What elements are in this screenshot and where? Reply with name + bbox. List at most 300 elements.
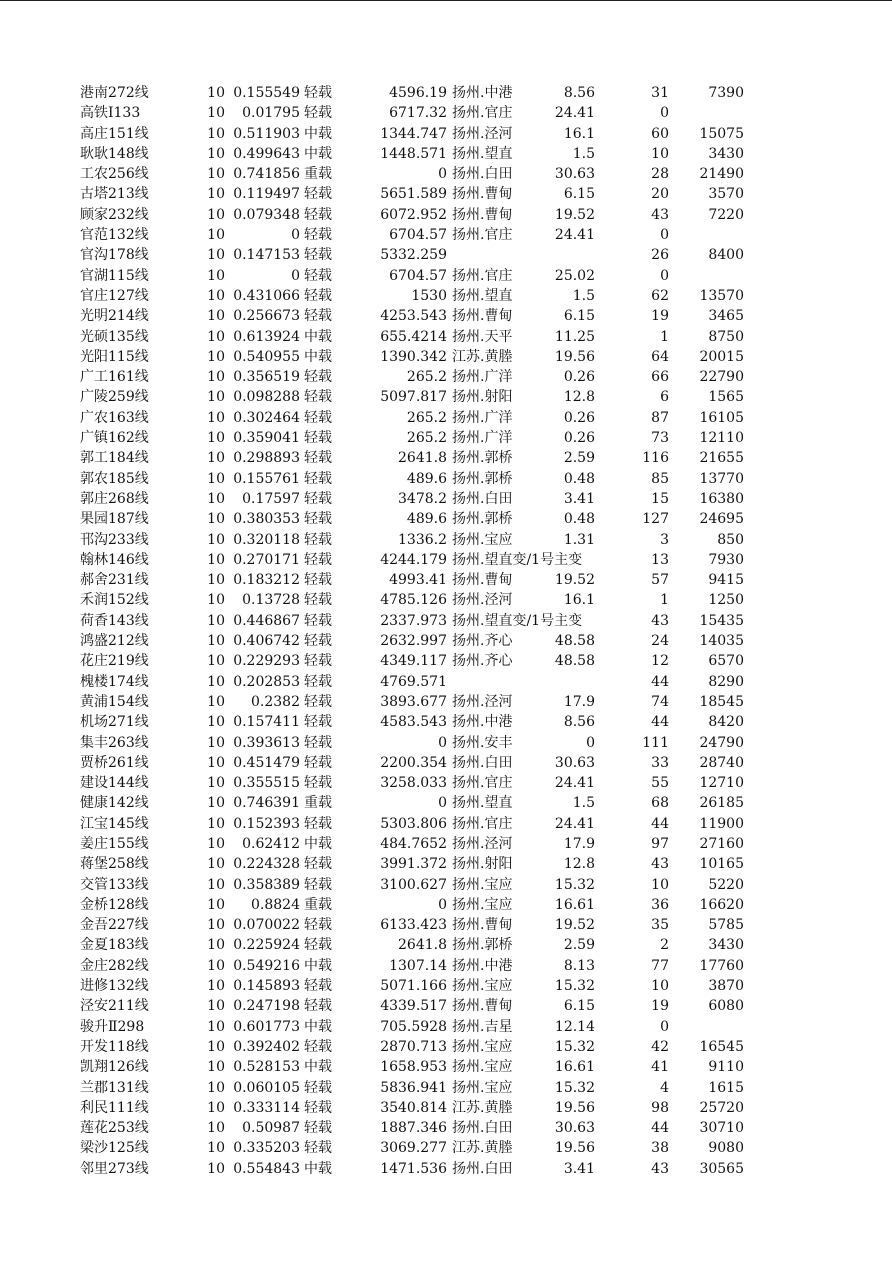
- table-row: [0, 996, 892, 1016]
- substation-cell: 扬州.郭桥: [452, 450, 513, 467]
- table-row: [0, 1098, 892, 1118]
- load-rate-cell: 0.554843: [233, 1160, 300, 1177]
- capacity-cell: 25720: [699, 1099, 744, 1116]
- length-cell: 6072.952: [380, 206, 447, 223]
- length-cell: 1471.536: [380, 1160, 447, 1177]
- line-name-cell: 兰郡131线: [80, 1079, 149, 1096]
- capacity-cell: 8290: [708, 673, 744, 690]
- length-cell: 6133.423: [380, 917, 447, 934]
- table-row: [0, 1057, 892, 1077]
- substation-cell: 扬州.官庄: [452, 267, 513, 284]
- load-rate-cell: 0.2382: [251, 693, 300, 710]
- substation-cell: 扬州.曹甸: [452, 206, 513, 223]
- voltage-cell: 10: [207, 105, 225, 122]
- load-rate-cell: 0.355515: [233, 775, 300, 792]
- substation-cell: 扬州.望直: [452, 795, 513, 812]
- voltage-cell: 10: [207, 1140, 225, 1157]
- substation-cell: 扬州.曹甸: [452, 308, 513, 325]
- table-row: [0, 834, 892, 854]
- table-row: [0, 915, 892, 935]
- distance-cell: 25.02: [554, 267, 595, 284]
- capacity-cell: 6570: [708, 653, 744, 670]
- length-cell: 4583.543: [380, 714, 447, 731]
- line-name-cell: 高铁Ⅰ133: [80, 105, 141, 122]
- table-row: [0, 550, 892, 570]
- capacity-cell: 16380: [699, 490, 744, 507]
- load-status-cell: 中载: [304, 1059, 332, 1076]
- distance-cell: 16.61: [554, 1059, 595, 1076]
- distance-cell: 16.61: [554, 896, 595, 913]
- load-rate-cell: 0.511903: [233, 125, 300, 142]
- load-rate-cell: 0.01795: [242, 105, 300, 122]
- substation-cell: 扬州.齐心: [452, 633, 513, 650]
- load-status-cell: 轻载: [304, 937, 332, 954]
- substation-cell: 扬州.射阳: [452, 856, 513, 873]
- capacity-cell: 16105: [699, 409, 744, 426]
- table-row: [0, 976, 892, 996]
- line-name-cell: 健康142线: [80, 795, 149, 812]
- count-cell: 66: [651, 369, 669, 386]
- substation-cell: 扬州.宝应: [452, 876, 513, 893]
- distance-cell: 17.9: [563, 693, 595, 710]
- line-name-cell: 光硕135线: [80, 328, 149, 345]
- load-rate-cell: 0.147153: [233, 247, 300, 264]
- voltage-cell: 10: [207, 835, 225, 852]
- capacity-cell: 10165: [699, 856, 744, 873]
- table-row: [0, 1078, 892, 1098]
- count-cell: 87: [651, 409, 669, 426]
- length-cell: 2641.8: [398, 937, 447, 954]
- line-name-cell: 集丰263线: [80, 734, 149, 751]
- length-cell: 6704.57: [389, 267, 447, 284]
- load-status-cell: 轻载: [304, 308, 332, 325]
- table-row: [0, 266, 892, 286]
- table-row: [0, 935, 892, 955]
- load-rate-cell: 0.499643: [233, 145, 300, 162]
- distance-cell: 6.15: [563, 186, 595, 203]
- load-rate-cell: 0.155549: [233, 85, 300, 101]
- substation-cell: 扬州.泾河: [452, 125, 513, 142]
- distance-cell: 19.56: [554, 1140, 595, 1157]
- distance-cell: 2.59: [563, 450, 595, 467]
- load-rate-cell: 0.356519: [233, 369, 300, 386]
- load-rate-cell: 0.528153: [233, 1059, 300, 1076]
- distance-cell: 8.56: [563, 714, 595, 731]
- load-status-cell: 轻载: [304, 754, 332, 771]
- length-cell: 4769.571: [380, 673, 447, 690]
- table-row: [0, 1138, 892, 1158]
- distance-cell: 17.9: [563, 835, 595, 852]
- count-cell: 3: [660, 531, 669, 548]
- count-cell: 19: [651, 308, 669, 325]
- capacity-cell: 6080: [708, 998, 744, 1015]
- load-rate-cell: 0.359041: [233, 430, 300, 447]
- load-status-cell: 轻载: [304, 1099, 332, 1116]
- distance-cell: 12.14: [554, 1018, 595, 1035]
- line-name-cell: 耿耿148线: [80, 145, 149, 162]
- capacity-cell: 30710: [699, 1120, 744, 1137]
- line-name-cell: 凯翔126线: [80, 1059, 149, 1076]
- load-rate-cell: 0.333114: [233, 1099, 300, 1116]
- load-rate-cell: 0.392402: [233, 1038, 300, 1055]
- table-row: [0, 692, 892, 712]
- count-cell: 24: [651, 633, 669, 650]
- capacity-cell: 1565: [708, 389, 744, 406]
- length-cell: 3069.277: [380, 1140, 447, 1157]
- load-status-cell: 轻载: [304, 917, 332, 934]
- load-rate-cell: 0.079348: [233, 206, 300, 223]
- distance-cell: 24.41: [554, 775, 595, 792]
- load-rate-cell: 0.119497: [233, 186, 300, 203]
- capacity-cell: 24790: [699, 734, 744, 751]
- count-cell: 85: [651, 470, 669, 487]
- substation-cell: 江苏.黄塍: [452, 348, 513, 365]
- load-status-cell: 轻载: [304, 369, 332, 386]
- distance-cell: 0.26: [563, 369, 595, 386]
- substation-cell: 扬州.郭桥: [452, 937, 513, 954]
- voltage-cell: 10: [207, 896, 225, 913]
- load-rate-cell: 0.741856: [233, 166, 300, 183]
- distance-cell: 8.56: [563, 85, 595, 101]
- length-cell: 4244.179: [380, 551, 447, 568]
- count-cell: 55: [651, 775, 669, 792]
- length-cell: 4339.517: [380, 998, 447, 1015]
- load-rate-cell: 0.183212: [233, 572, 300, 589]
- load-rate-cell: 0.451479: [233, 754, 300, 771]
- load-status-cell: 轻载: [304, 430, 332, 447]
- load-status-cell: 中载: [304, 1018, 332, 1035]
- line-name-cell: 花庄219线: [80, 653, 149, 670]
- length-cell: 2337.973: [380, 612, 447, 629]
- load-status-cell: 轻载: [304, 978, 332, 995]
- table-row: [0, 570, 892, 590]
- voltage-cell: 10: [207, 714, 225, 731]
- length-cell: 5836.941: [380, 1079, 447, 1096]
- load-rate-cell: 0.270171: [233, 551, 300, 568]
- line-name-cell: 港南272线: [80, 85, 149, 101]
- count-cell: 15: [651, 490, 669, 507]
- count-cell: 19: [651, 998, 669, 1015]
- capacity-cell: 17760: [699, 957, 744, 974]
- line-name-cell: 顾家232线: [80, 206, 149, 223]
- load-rate-cell: 0: [291, 227, 300, 244]
- capacity-cell: 850: [717, 531, 744, 548]
- load-status-cell: 轻载: [304, 389, 332, 406]
- voltage-cell: 10: [207, 775, 225, 792]
- count-cell: 44: [651, 673, 669, 690]
- load-status-cell: 轻载: [304, 1038, 332, 1055]
- table-row: [0, 144, 892, 164]
- substation-cell: 扬州.泾河: [452, 693, 513, 710]
- count-cell: 42: [651, 1038, 669, 1055]
- load-status-cell: 轻载: [304, 572, 332, 589]
- count-cell: 1: [660, 592, 669, 609]
- load-status-cell: 重载: [304, 795, 332, 812]
- length-cell: 5651.589: [380, 186, 447, 203]
- line-name-cell: 金夏183线: [80, 937, 149, 954]
- load-rate-cell: 0.380353: [233, 511, 300, 528]
- count-cell: 10: [651, 978, 669, 995]
- count-cell: 43: [651, 206, 669, 223]
- voltage-cell: 10: [207, 227, 225, 244]
- voltage-cell: 10: [207, 917, 225, 934]
- table-row: [0, 205, 892, 225]
- capacity-cell: 9110: [708, 1059, 744, 1076]
- substation-cell: 扬州.宝应: [452, 1079, 513, 1096]
- load-rate-cell: 0.152393: [233, 815, 300, 832]
- line-name-cell: 利民111线: [80, 1099, 149, 1116]
- substation-cell: 扬州.曹甸: [452, 917, 513, 934]
- count-cell: 4: [660, 1079, 669, 1096]
- line-name-cell: 金桥128线: [80, 896, 149, 913]
- load-status-cell: 轻载: [304, 227, 332, 244]
- table-row: [0, 245, 892, 265]
- line-name-cell: 官范132线: [80, 227, 149, 244]
- substation-cell: 扬州.曹甸: [452, 186, 513, 203]
- line-name-cell: 光阳115线: [80, 348, 149, 365]
- voltage-cell: 10: [207, 551, 225, 568]
- load-rate-cell: 0.247198: [233, 998, 300, 1015]
- substation-cell: 扬州.中港: [452, 957, 513, 974]
- substation-cell: 扬州.吉星: [452, 1018, 513, 1035]
- line-name-cell: 开发118线: [80, 1038, 149, 1055]
- voltage-cell: 10: [207, 328, 225, 345]
- table-row: [0, 895, 892, 915]
- table-row: [0, 753, 892, 773]
- voltage-cell: 10: [207, 308, 225, 325]
- distance-cell: 11.25: [554, 328, 595, 345]
- capacity-cell: 11900: [699, 815, 744, 832]
- line-name-cell: 郭农185线: [80, 470, 149, 487]
- voltage-cell: 10: [207, 937, 225, 954]
- count-cell: 41: [651, 1059, 669, 1076]
- substation-cell: 扬州.宝应: [452, 1059, 513, 1076]
- table-row: [0, 509, 892, 529]
- count-cell: 6: [660, 389, 669, 406]
- substation-cell: 扬州.望直变/1号主变: [452, 551, 583, 568]
- table-row: [0, 1118, 892, 1138]
- length-cell: 1336.2: [398, 531, 447, 548]
- substation-cell: 扬州.望直: [452, 145, 513, 162]
- voltage-cell: 10: [207, 85, 225, 101]
- line-name-cell: 江宝145线: [80, 815, 149, 832]
- substation-cell: 扬州.白田: [452, 1160, 513, 1177]
- length-cell: 705.5928: [380, 1018, 447, 1035]
- length-cell: 0: [438, 896, 447, 913]
- substation-cell: 扬州.射阳: [452, 389, 513, 406]
- count-cell: 13: [651, 551, 669, 568]
- line-name-cell: 广镇162线: [80, 430, 149, 447]
- load-status-cell: 轻载: [304, 470, 332, 487]
- substation-cell: 扬州.曹甸: [452, 998, 513, 1015]
- length-cell: 4785.126: [380, 592, 447, 609]
- substation-cell: 扬州.曹甸: [452, 572, 513, 589]
- load-rate-cell: 0.229293: [233, 653, 300, 670]
- table-row: [0, 651, 892, 671]
- length-cell: 4253.543: [380, 308, 447, 325]
- capacity-cell: 7220: [708, 206, 744, 223]
- line-name-cell: 姜庄155线: [80, 835, 149, 852]
- load-status-cell: 轻载: [304, 775, 332, 792]
- count-cell: 111: [642, 734, 669, 751]
- distance-cell: 1.31: [563, 531, 595, 548]
- table-row: [0, 347, 892, 367]
- distance-cell: 30.63: [554, 754, 595, 771]
- load-rate-cell: 0.070022: [233, 917, 300, 934]
- table-row: [0, 103, 892, 123]
- table-row: [0, 631, 892, 651]
- substation-cell: 扬州.泾河: [452, 592, 513, 609]
- substation-cell: 扬州.中港: [452, 85, 513, 101]
- substation-cell: 扬州.郭桥: [452, 470, 513, 487]
- distance-cell: 1.5: [572, 795, 595, 812]
- voltage-cell: 10: [207, 348, 225, 365]
- voltage-cell: 10: [207, 287, 225, 304]
- line-name-cell: 郭庄268线: [80, 490, 149, 507]
- load-rate-cell: 0.225924: [233, 937, 300, 954]
- distance-cell: 15.32: [554, 1079, 595, 1096]
- capacity-cell: 7390: [708, 85, 744, 101]
- load-rate-cell: 0: [291, 267, 300, 284]
- line-name-cell: 泾安211线: [80, 998, 149, 1015]
- capacity-cell: 13770: [699, 470, 744, 487]
- table-row: [0, 225, 892, 245]
- voltage-cell: 10: [207, 1038, 225, 1055]
- line-name-cell: 广农163线: [80, 409, 149, 426]
- voltage-cell: 10: [207, 145, 225, 162]
- voltage-cell: 10: [207, 795, 225, 812]
- distance-cell: 24.41: [554, 105, 595, 122]
- distance-cell: 24.41: [554, 227, 595, 244]
- load-rate-cell: 0.446867: [233, 612, 300, 629]
- length-cell: 4993.41: [389, 572, 447, 589]
- line-name-cell: 光明214线: [80, 308, 149, 325]
- capacity-cell: 3465: [708, 308, 744, 325]
- distance-cell: 48.58: [554, 653, 595, 670]
- length-cell: 4596.19: [389, 85, 447, 101]
- capacity-cell: 14035: [699, 633, 744, 650]
- load-rate-cell: 0.145893: [233, 978, 300, 995]
- load-rate-cell: 0.098288: [233, 389, 300, 406]
- capacity-cell: 5785: [708, 917, 744, 934]
- count-cell: 77: [651, 957, 669, 974]
- capacity-cell: 8420: [708, 714, 744, 731]
- capacity-cell: 16620: [699, 896, 744, 913]
- distance-cell: 8.13: [563, 957, 595, 974]
- load-status-cell: 轻载: [304, 409, 332, 426]
- capacity-cell: 24695: [699, 511, 744, 528]
- count-cell: 28: [651, 166, 669, 183]
- count-cell: 68: [651, 795, 669, 812]
- distance-cell: 19.56: [554, 1099, 595, 1116]
- voltage-cell: 10: [207, 754, 225, 771]
- length-cell: 5303.806: [380, 815, 447, 832]
- load-status-cell: 轻载: [304, 734, 332, 751]
- capacity-cell: 15435: [699, 612, 744, 629]
- voltage-cell: 10: [207, 1120, 225, 1137]
- line-name-cell: 广陵259线: [80, 389, 149, 406]
- load-rate-cell: 0.540955: [233, 348, 300, 365]
- voltage-cell: 10: [207, 572, 225, 589]
- load-rate-cell: 0.613924: [233, 328, 300, 345]
- count-cell: 127: [642, 511, 669, 528]
- count-cell: 2: [660, 937, 669, 954]
- line-name-cell: 鸿盛212线: [80, 633, 149, 650]
- load-status-cell: 重载: [304, 166, 332, 183]
- table-row: [0, 712, 892, 732]
- line-name-cell: 郝舍231线: [80, 572, 149, 589]
- count-cell: 20: [651, 186, 669, 203]
- load-rate-cell: 0.256673: [233, 308, 300, 325]
- capacity-cell: 28740: [699, 754, 744, 771]
- load-status-cell: 轻载: [304, 267, 332, 284]
- capacity-cell: 27160: [699, 835, 744, 852]
- length-cell: 1344.747: [380, 125, 447, 142]
- count-cell: 1: [660, 328, 669, 345]
- length-cell: 6704.57: [389, 227, 447, 244]
- capacity-cell: 16545: [699, 1038, 744, 1055]
- table-row: [0, 164, 892, 184]
- substation-cell: 扬州.中港: [452, 714, 513, 731]
- count-cell: 12: [651, 653, 669, 670]
- table-row: [0, 590, 892, 610]
- count-cell: 43: [651, 612, 669, 629]
- table-row: [0, 367, 892, 387]
- substation-cell: 扬州.安丰: [452, 734, 513, 751]
- line-name-cell: 槐楼174线: [80, 673, 149, 690]
- voltage-cell: 10: [207, 247, 225, 264]
- voltage-cell: 10: [207, 592, 225, 609]
- distance-cell: 19.52: [554, 572, 595, 589]
- voltage-cell: 10: [207, 1160, 225, 1177]
- count-cell: 0: [660, 227, 669, 244]
- capacity-cell: 12710: [699, 775, 744, 792]
- substation-cell: 扬州.白田: [452, 490, 513, 507]
- capacity-cell: 13570: [699, 287, 744, 304]
- count-cell: 31: [651, 85, 669, 101]
- load-status-cell: 轻载: [304, 612, 332, 629]
- length-cell: 5097.817: [380, 389, 447, 406]
- load-rate-cell: 0.393613: [233, 734, 300, 751]
- voltage-cell: 10: [207, 409, 225, 426]
- line-name-cell: 官庄127线: [80, 287, 149, 304]
- length-cell: 489.6: [406, 470, 447, 487]
- count-cell: 116: [642, 450, 669, 467]
- load-status-cell: 重载: [304, 896, 332, 913]
- voltage-cell: 10: [207, 206, 225, 223]
- substation-cell: 扬州.宝应: [452, 978, 513, 995]
- voltage-cell: 10: [207, 957, 225, 974]
- table-row: [0, 611, 892, 631]
- count-cell: 74: [651, 693, 669, 710]
- count-cell: 62: [651, 287, 669, 304]
- length-cell: 2200.354: [380, 754, 447, 771]
- length-cell: 3258.033: [380, 775, 447, 792]
- table-row: [0, 184, 892, 204]
- load-rate-cell: 0.320118: [233, 531, 300, 548]
- length-cell: 1448.571: [380, 145, 447, 162]
- length-cell: 3991.372: [380, 856, 447, 873]
- length-cell: 265.2: [406, 409, 447, 426]
- line-name-cell: 邗沟233线: [80, 531, 149, 548]
- load-status-cell: 轻载: [304, 531, 332, 548]
- line-name-cell: 机场271线: [80, 714, 149, 731]
- count-cell: 10: [651, 876, 669, 893]
- length-cell: 265.2: [406, 369, 447, 386]
- table-row: [0, 672, 892, 692]
- length-cell: 0: [438, 166, 447, 183]
- substation-cell: 扬州.望直变/1号主变: [452, 612, 583, 629]
